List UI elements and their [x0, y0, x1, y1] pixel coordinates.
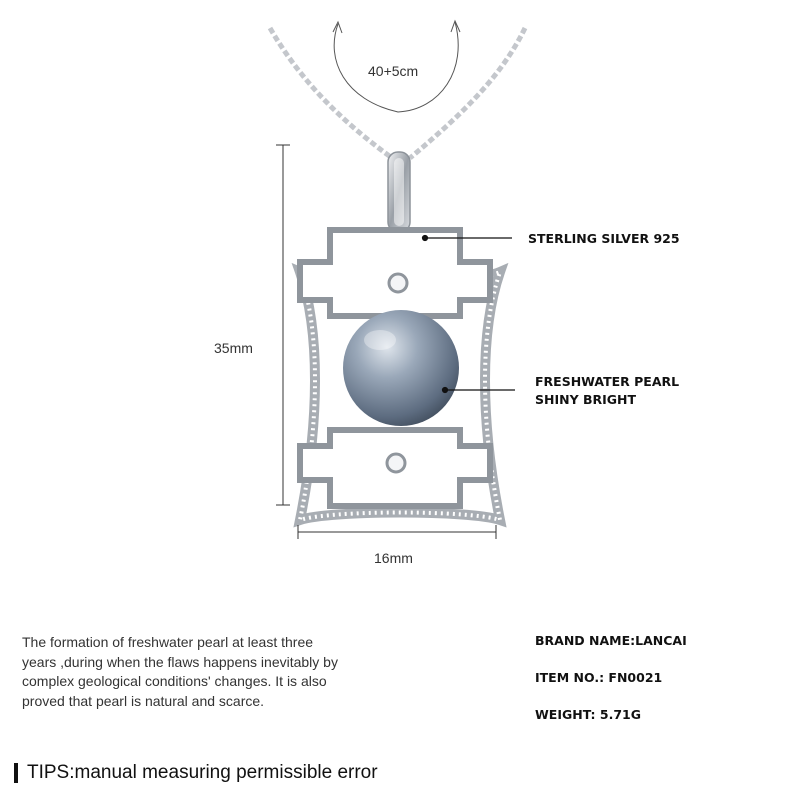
height-label: 35mm — [214, 340, 253, 356]
top-stone — [389, 274, 407, 292]
pearl — [343, 310, 459, 426]
bail — [388, 152, 410, 232]
description-line: years ,during when the flaws happens inevitably by — [22, 653, 338, 670]
pearl-label-line1: FRESHWATER PEARL — [535, 374, 680, 389]
tips-row — [14, 762, 378, 784]
product-description — [22, 633, 382, 711]
weight: WEIGHT: 5.71G — [535, 707, 641, 722]
tips-text: TIPS:manual measuring permissible error — [27, 762, 378, 783]
height-dimension-line — [276, 145, 290, 505]
bottom-stone — [387, 454, 405, 472]
chain-length-label: 40+5cm — [368, 63, 419, 79]
pearl-label-line2: SHINY BRIGHT — [535, 392, 637, 407]
item-number: ITEM NO.: FN0021 — [535, 670, 663, 685]
tips-bar — [14, 763, 18, 783]
material-label: STERLING SILVER 925 — [528, 231, 680, 246]
width-label: 16mm — [374, 550, 413, 566]
brand-name: BRAND NAME:LANCAI — [535, 633, 687, 648]
width-dimension-line — [298, 525, 496, 539]
chain — [270, 28, 525, 158]
description-line: proved that pearl is natural and scarce. — [22, 692, 265, 709]
description-line: complex geological conditions' changes. It is also — [22, 673, 327, 689]
description-line: The formation of freshwater pearl at least three — [22, 634, 314, 650]
